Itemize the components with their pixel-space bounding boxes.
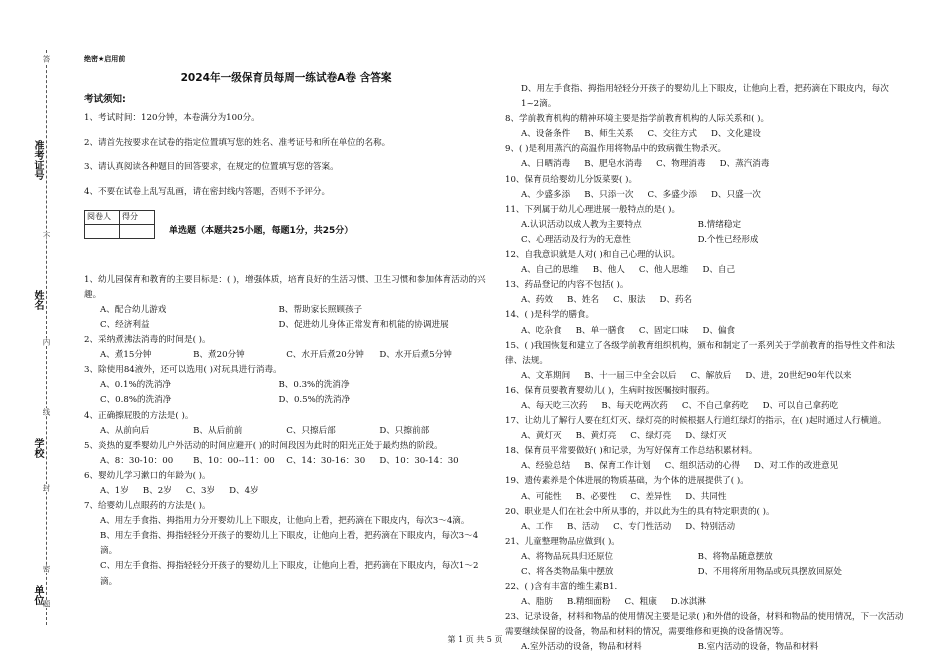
notice-item: 3、请认真阅读各种题目的回答要求，在规定的位置填写您的答案。 [84,162,339,173]
option: C、多盛少添 [647,189,698,200]
notice-item: 1、考试时间：120分钟，本卷满分为100分。 [84,113,260,124]
page-footer: 第 1 页 共 5 页 [447,635,503,644]
option: A.室外活动的设备，物品和材料 [521,642,642,653]
option: D、对工作的改进意见 [754,461,839,472]
option: C、14：30-16：30 [286,455,366,466]
option: A、配合幼儿游戏 [100,304,167,315]
option-row [505,459,905,474]
seal-mark: 线 [42,408,51,416]
option: C、他人思维 [638,265,689,276]
option: A、将物品玩具归还原位 [521,551,614,562]
option: C、用左手食指、拇指轻轻分开孩子的婴幼儿上下眼皮，让他向上看，把药滴在下眼皮内，每次1～2滴。 [100,561,479,587]
option-row [505,263,905,278]
option: B.情绪稳定 [697,219,742,230]
question-stem: 2、采纳煮沸法消毒的时间是( )。 [84,335,211,346]
option: C、不自己拿药吃 [681,400,749,411]
option: D、可以自己拿药吃 [762,400,839,411]
option-row [505,218,905,248]
option: D、特别活动 [685,521,736,532]
option: C、组织活动的心得 [664,461,740,472]
left-column [84,52,488,590]
option: A、少盛多添 [521,189,571,200]
option: D、水开后煮5分钟 [379,350,452,361]
seal-mark: 题 [42,600,51,608]
option: D、自己 [702,265,736,276]
option: C、将各类物品集中摆放 [521,567,614,577]
option-row [505,399,905,414]
option: A.认识活动以成人教为主要特点 [521,219,642,230]
name-label: 姓名 [32,290,43,310]
question-stem: 19、遗传素养是个体进展的物质基础，为个体的进展提供了( )。 [505,476,749,487]
question-stem: 18、保育员平常要做好( )和记录，为写好保育工作总结积累材料。 [505,446,758,457]
option-row [505,293,905,308]
option: C、3岁 [185,485,216,496]
option: C、固定口味 [638,325,689,336]
option: B、10：00--11：00 [193,455,275,466]
unit-label: 单位 [32,585,43,605]
option-row [84,484,488,499]
option-row [505,157,905,172]
option: B、黄灯亮 [575,431,617,442]
score-area [84,210,488,239]
score-table [84,210,155,239]
option: B、只添一次 [584,189,634,200]
option-row [505,188,905,203]
option: A、文革期间 [521,370,571,381]
option: A、可能性 [521,491,562,502]
option-row [84,348,488,363]
question-stem: 20、职业是人们在社会中所从事的，并以此为生的具有特定职责的( )。 [505,506,775,517]
option: D、进，20世纪90年代以来 [745,370,852,381]
option-row [505,429,905,444]
option: A、从前向后 [100,425,150,436]
seal-mark: 答 [42,55,51,63]
option: C、物理消毒 [656,159,706,170]
option: A、设备条件 [521,129,571,140]
option: A、0.1%的洗消净 [100,380,172,391]
option: B、肥皂水消毒 [584,159,643,170]
seal-mark: 密 [42,565,51,573]
option: D.冰淇淋 [670,597,706,608]
question-stem: 16、保育员要教育婴幼儿( )，生病时按医嘱按时服药。 [505,385,715,396]
question-stem: 1、幼儿园保育和教育的主要目标是：( )，增强体质，培育良好的生活习惯、卫生习惯和参加体育活动的兴趣。 [84,274,486,300]
option: B、煮20分钟 [193,350,245,361]
question-stem: 5、炎热的夏季婴幼儿户外活动的时间应避开( )的时间段因为此时的阳光正处于最灼热的阶段。 [84,440,443,451]
question-stem: 8、学前教育机构的精神环境主要是指学前教育机构的人际关系和( )。 [505,114,770,125]
option: B.精细面粉 [567,597,611,608]
option: A、吃杂食 [521,325,562,336]
seal-mark: 不 [42,232,51,240]
option: C、经济利益 [100,319,150,330]
section-heading: 单选题（本题共25小题，每题1分，共25分） [169,225,354,236]
option: D、药名 [659,295,693,306]
question-stem: 22、( )含有丰富的维生素B1. [505,582,618,593]
question-stem: 21、儿童整理物品应做到( )。 [505,536,620,547]
question-stem: 9、( )是利用蒸汽的高温作用将物品中的致病微生物杀灭。 [505,144,727,155]
option: B.室内活动的设备，物品和材料 [697,642,819,653]
option: C、0.8%的洗消净 [100,395,172,406]
grader-cell[interactable] [85,224,120,238]
option-row [505,595,905,610]
option: B、每天吃两次药 [601,400,668,411]
notice-item: 2、请首先按要求在试卷的指定位置填写您的姓名、准考证号和所在单位的名称。 [84,137,391,148]
option: D、0.5%的洗消净 [278,395,351,406]
option: B、从后前前 [193,425,243,436]
option: A、1岁 [100,485,129,496]
option: B、姓名 [567,295,600,306]
option-row [505,550,905,580]
grader-header: 阅卷人 [85,210,120,224]
question-list [84,273,488,590]
option: D、绿灯灭 [685,431,727,442]
option: C、粗康 [624,597,657,608]
score-header: 得分 [120,210,155,224]
option-row [505,369,905,384]
question-stem: 14、( )是科学的膳食。 [505,310,595,321]
right-column [505,82,905,656]
option: B、用左手食指、拇指轻轻分开孩子的婴幼儿上下眼皮，让他向上看，把药滴在下眼皮内，每次3～4滴。 [100,531,479,557]
option: B、必要性 [575,491,617,502]
option-row [84,424,488,439]
seal-mark: 内 [42,338,51,346]
option-row [84,303,488,333]
option-row [505,520,905,535]
notice-heading: 考试须知: [84,94,126,106]
option: A、工作 [521,521,553,532]
option: B、师生关系 [584,129,634,140]
option: A、自己的思维 [521,265,579,276]
option: A、每天吃三次药 [521,400,588,411]
option: D.个性已经形成 [697,234,759,245]
option: D、促进幼儿身体正常发育和机能的协调进展 [278,319,449,330]
option: B、0.3%的洗消净 [278,380,350,391]
option-row [84,378,488,408]
secret-mark: 绝密★启用前 [84,55,126,63]
option: D、共同性 [685,491,727,502]
option: D、不用将所用物品或玩具摆放回原处 [697,567,843,577]
option: B、保育工作计划 [584,461,651,472]
option: D、蒸汽消毒 [719,159,770,170]
question-stem: 23、记录设备，材料和物品的使用情况主要是记录( )和外借的设备，材料和物品的使用情况，下一次活动需要继续保留的设备，物品和材料的情况，需要维修和更换的设备情况等。 [505,612,904,638]
option: B、十一届三中全会以后 [584,370,677,381]
option: D、偏食 [702,325,736,336]
option: B、帮助家长照顾孩子 [278,304,363,315]
question-stem: 17、让幼儿了解行人要在红灯灭、绿灯亮的时候根据人行道红绿灯的指示，在( )起时通过人行横道。 [505,416,887,427]
option: D、只擦前部 [379,425,430,436]
option: C、差异性 [630,491,672,502]
option: C、只擦后部 [286,425,336,436]
question-stem: 12、自我意识就是人对( )和自己心理的认识。 [505,250,681,261]
seal-mark: 封 [42,484,51,492]
option: D、只盛一次 [711,189,761,200]
option-row [84,454,488,469]
option: B、活动 [567,521,600,532]
question-stem: 3、除使用84液外，还可以选用( )对玩具进行消毒。 [84,365,282,376]
option: A、黄灯灭 [521,431,562,442]
question-stem: 4、正确擦屁股的方法是( )。 [84,410,194,421]
seat-number-label: 准考证号 [32,140,43,180]
option: C、心理活动及行为的无意性 [521,234,631,245]
option: B、2岁 [142,485,172,496]
option: C、服法 [613,295,646,306]
option: C、专门性活动 [613,521,672,532]
option-row [505,324,905,339]
page-title: 2024年一级保育员每周一练试卷A卷 含答案 [180,72,392,85]
notice-item: 4、不要在试卷上乱写乱画，请在密封线内答题，否则不予评分。 [84,187,331,198]
continued-option: D、用左手食指、拇指用轻轻分开孩子的婴幼儿上下眼皮，让他向上看，把药滴在下眼皮内，每次1~2滴。 [521,84,889,110]
option: D、10：30-14：30 [379,455,459,466]
question-stem: 7、给婴幼儿点眼药的方法是( )。 [84,501,211,512]
option: C、水开后煮20分钟 [286,350,364,361]
school-label: 学校 [32,438,43,458]
question-list [505,112,905,655]
option: A、日晒消毒 [521,159,571,170]
option: A、用左手食指、拇指用力分开婴幼儿上下眼皮，让他向上看，把药滴在下眼皮内，每次3～4滴。 [100,516,470,527]
option: C、交往方式 [647,129,698,140]
question-stem: 6、婴幼儿学习漱口的年龄为( )。 [84,470,211,481]
option: A、药效 [521,295,553,306]
option: C、解放后 [690,370,732,381]
option-row [505,127,905,142]
option: B、他人 [592,265,625,276]
option-row [505,490,905,505]
option: A、煮15分钟 [100,350,152,361]
option: B、将物品随意摆放 [697,551,773,562]
score-cell[interactable] [120,224,155,238]
option: A、8：30-10：00 [100,455,174,466]
option: D、文化建设 [711,129,761,140]
binding-margin [0,0,70,671]
option: D、4岁 [229,485,259,496]
option: C、绿灯亮 [630,431,672,442]
question-stem: 10、保育员给婴幼儿分饭菜要( )。 [505,174,638,185]
question-stem: 15、( )我国恢复和建立了各级学前教育组织机构，颁布和制定了一系列关于学前教育的指导性文件和法律、法规。 [505,340,895,366]
option: B、单一膳食 [575,325,625,336]
question-stem: 11、下列属于幼儿心理进展一般特点的是( )。 [505,204,681,215]
question-stem: 13、药品登记的内容不包括( )。 [505,280,629,291]
option: A、脂肪 [521,597,553,608]
option: A、经验总结 [521,461,571,472]
